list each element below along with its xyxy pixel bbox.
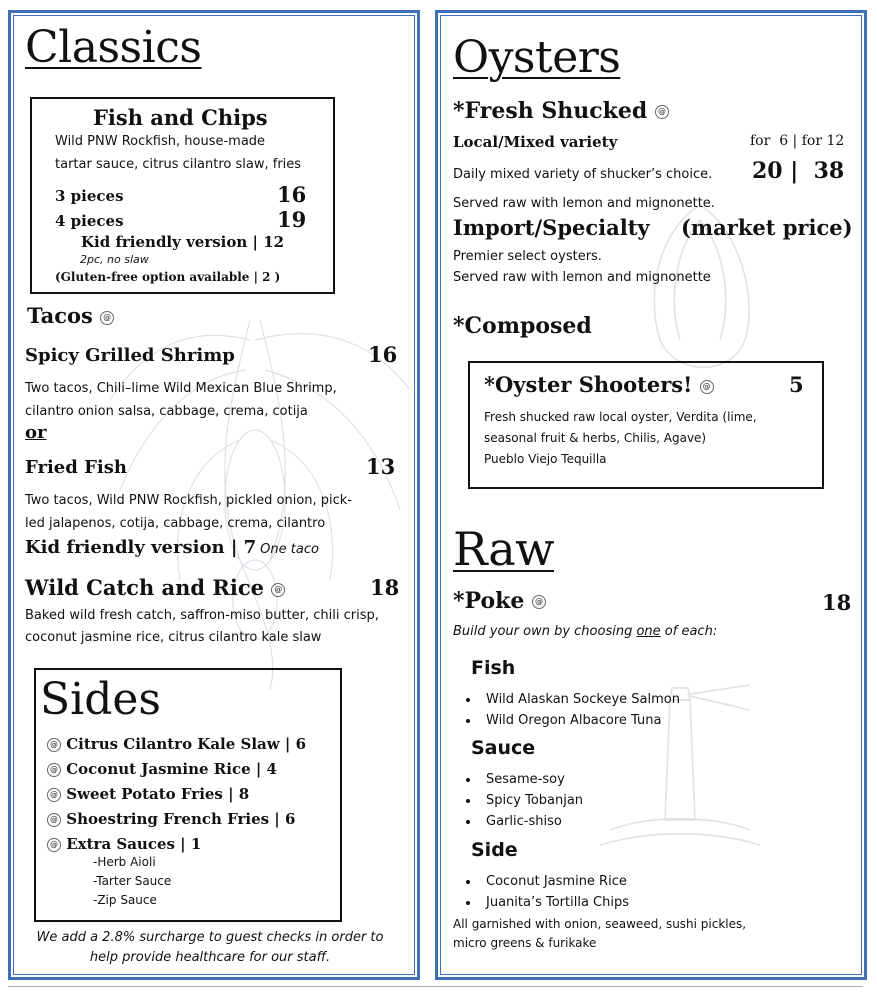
sauce-section-title: Sauce — [471, 737, 536, 759]
circle-icon: @ — [47, 813, 61, 827]
fresh-shucked-title — [453, 98, 669, 124]
oysters-title: Oysters — [453, 32, 621, 83]
or-divider: or — [25, 422, 47, 443]
side-section-title: Side — [471, 839, 518, 861]
daily-variety-desc: Daily mixed variety of shucker’s choice. — [453, 167, 713, 182]
spicy-shrimp-price: 16 — [368, 342, 398, 367]
spicy-shrimp-desc-2: cilantro onion salsa, cabbage, crema, cotija — [25, 404, 308, 419]
side-item: @ Coconut Jasmine Rice | 4 — [47, 757, 306, 782]
circle-icon: @ — [47, 763, 61, 777]
build-text-one: one — [636, 624, 661, 639]
fried-fish-price: 13 — [366, 454, 396, 479]
build-your-own — [453, 624, 717, 639]
list-item: • Wild Oregon Albacore Tuna — [480, 710, 680, 731]
sauce-item: -Tarter Sauce — [93, 874, 172, 888]
kid-friendly-fish: Kid friendly version | 12 — [81, 233, 285, 251]
oyster-shooters-desc — [484, 407, 757, 470]
garnish-note — [453, 915, 746, 953]
fried-fish-desc-1: Two tacos, Wild PNW Rockfish, pickled onion, pick- — [25, 493, 353, 508]
extra-sauces-list — [93, 853, 171, 910]
option-3-pieces-price: 16 — [277, 182, 307, 207]
list-item: • Sesame-soy — [480, 769, 583, 790]
import-specialty-label: Import/Specialty — [453, 215, 650, 240]
side-item: @ Citrus Cilantro Kale Slaw | 6 — [47, 732, 306, 757]
fish-section-title: Fish — [471, 657, 516, 679]
build-text-post: of each: — [660, 624, 718, 639]
oyster-count-header: for 6 | for 12 — [750, 133, 845, 149]
kid-friendly-taco-label: Kid friendly version | 7 — [25, 537, 257, 558]
oyster-shooters-desc-1: Fresh shucked raw local oyster, Verdita (lime, — [484, 410, 757, 424]
spicy-shrimp-name: Spicy Grilled Shrimp — [25, 345, 235, 366]
raw-title: Raw — [453, 522, 554, 576]
circle-icon: @ — [271, 583, 285, 597]
fish-and-chips-desc-1: Wild PNW Rockfish, house-made — [55, 134, 266, 149]
classics-title: Classics — [25, 22, 202, 73]
premier-desc: Premier select oysters. — [453, 249, 602, 264]
oyster-shooters-desc-3: Pueblo Viejo Tequilla — [484, 452, 607, 466]
oyster-shooters-title — [484, 372, 714, 397]
spicy-shrimp-desc-1: Two tacos, Chili–lime Wild Mexican Blue Shrimp, — [25, 381, 337, 396]
side-item: @ Extra Sauces | 1 — [47, 832, 306, 857]
tacos-title — [27, 303, 114, 328]
fried-fish-name: Fried Fish — [25, 457, 127, 478]
list-item: • Coconut Jasmine Rice — [480, 871, 629, 892]
poke-title — [453, 588, 546, 614]
poke-text: *Poke — [453, 588, 525, 614]
served-raw-desc: Served raw with lemon and mignonette. — [453, 196, 715, 211]
fresh-shucked-text: *Fresh Shucked — [453, 98, 648, 124]
garnish-line-2: micro greens & furikake — [453, 936, 597, 950]
surcharge-line-1: We add a 2.8% surcharge to guest checks in order to — [36, 930, 384, 945]
circle-icon: @ — [532, 595, 546, 609]
circle-icon: @ — [655, 105, 669, 119]
fish-and-chips-desc-2: tartar sauce, citrus cilantro slaw, fries — [55, 157, 302, 172]
option-4-pieces: 4 pieces — [55, 212, 124, 230]
option-3-pieces: 3 pieces — [55, 187, 124, 205]
sides-title: Sides — [40, 674, 161, 725]
fish-and-chips-name: Fish and Chips — [93, 105, 268, 130]
fried-fish-desc-2: led jalapenos, cotija, cabbage, crema, cilantro — [25, 516, 326, 531]
garnish-line-1: All garnished with onion, seaweed, sushi pickles, — [453, 917, 747, 931]
sides-list — [47, 732, 306, 857]
kid-friendly-taco — [25, 537, 319, 558]
tacos-title-text: Tacos — [27, 303, 93, 328]
circle-icon: @ — [700, 380, 714, 394]
oyster-shooters-name: *Oyster Shooters! — [484, 372, 693, 397]
wild-catch-name: Wild Catch and Rice — [25, 575, 264, 600]
served-raw-desc-2: Served raw with lemon and mignonette — [453, 270, 711, 285]
side-item: @ Shoestring French Fries | 6 — [47, 807, 306, 832]
circle-icon: @ — [47, 838, 61, 852]
oyster-shooters-desc-2: seasonal fruit & herbs, Chilis, Agave) — [484, 431, 707, 445]
wild-catch-price: 18 — [370, 575, 400, 600]
wild-catch-desc-1: Baked wild fresh catch, saffron-miso butter, chili crisp, — [25, 608, 379, 623]
option-4-pieces-price: 19 — [277, 207, 307, 232]
sauce-item: -Zip Sauce — [93, 893, 157, 907]
sauce-item: -Herb Aioli — [93, 855, 156, 869]
market-price-label: (market price) — [681, 215, 853, 240]
surcharge-line-2: help provide healthcare for our staff. — [89, 950, 331, 965]
list-item: • Garlic-shiso — [480, 811, 583, 832]
list-item: • Juanita’s Tortilla Chips — [480, 892, 629, 913]
list-item: • Wild Alaskan Sockeye Salmon — [480, 689, 680, 710]
build-text-pre: Build your own by choosing — [453, 624, 637, 639]
fish-options-list — [454, 689, 680, 731]
kid-friendly-fish-note: 2pc, no slaw — [80, 253, 149, 266]
local-mixed-label: Local/Mixed variety — [453, 133, 618, 151]
poke-price: 18 — [822, 590, 852, 615]
oyster-shooters-price: 5 — [789, 372, 804, 397]
bottom-divider — [8, 986, 863, 987]
circle-icon: @ — [47, 788, 61, 802]
kid-friendly-taco-note: One taco — [260, 542, 319, 557]
sauce-options-list — [454, 769, 583, 832]
side-item: @ Sweet Potato Fries | 8 — [47, 782, 306, 807]
side-options-list — [454, 871, 629, 913]
gluten-free-note: (Gluten-free option available | 2 ) — [55, 270, 281, 284]
wild-catch-title — [25, 575, 285, 600]
wild-catch-desc-2: coconut jasmine rice, citrus cilantro kale slaw — [25, 630, 322, 645]
circle-icon: @ — [47, 738, 61, 752]
composed-title: *Composed — [453, 313, 592, 339]
oyster-prices: 20 | 38 — [752, 158, 845, 184]
list-item: • Spicy Tobanjan — [480, 790, 583, 811]
surcharge-note — [20, 928, 400, 968]
circle-icon: @ — [100, 311, 114, 325]
